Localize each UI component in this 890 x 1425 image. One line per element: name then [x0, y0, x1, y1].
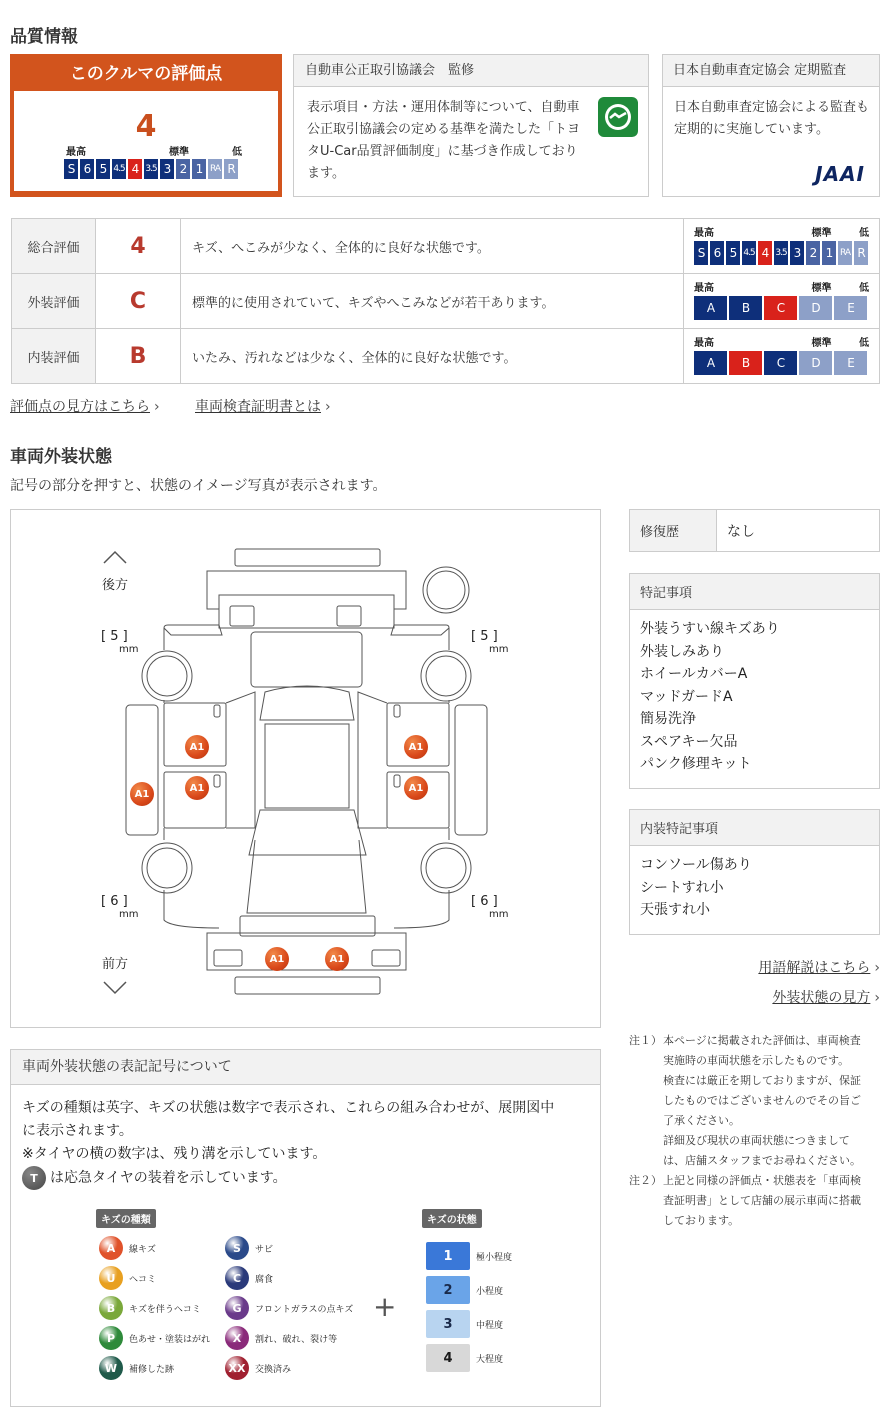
evaluation-desc: いたみ、汚れなどは少なく、全体的に良好な状態です。 [181, 329, 684, 384]
note-item: シートすれ小 [640, 879, 724, 896]
damage-mark[interactable]: A1 [404, 735, 428, 759]
glossary-link[interactable]: 用語解説はこちら [758, 960, 871, 976]
chevron-right-icon: › [325, 399, 331, 415]
footnote-line: は、店舗スタッフまでお尋ねください。 [663, 1154, 861, 1167]
certificate-link[interactable]: 車両検査証明書とは [195, 399, 321, 415]
interior-notes-title: 内装特記事項 [630, 810, 879, 846]
car-diagram [10, 509, 601, 1028]
damage-type-icon: G [225, 1296, 249, 1320]
legend-type-item [225, 1236, 273, 1260]
scale-cell: A [694, 351, 727, 375]
damage-type-name: 補修した跡 [129, 1364, 175, 1375]
footnotes [629, 1031, 881, 1231]
damage-type-name: 交換済み [255, 1364, 292, 1375]
plus-icon: + [373, 1290, 397, 1323]
tread-unit: mm [489, 644, 509, 655]
note-item: 外装うすい線キズあり [640, 621, 780, 637]
section-title-exterior: 車両外装状態 [10, 447, 112, 467]
rear-arrow-icon [104, 552, 126, 563]
jaai-box [662, 54, 880, 197]
legend-line4: は応急タイヤの装着を示しています。 [50, 1169, 287, 1186]
footnote-line: 検査には厳正を期しておりますが、保証 [663, 1074, 861, 1087]
repair-history [629, 509, 880, 552]
tread-front-left: [ 6 ] [101, 894, 128, 909]
scale-cell: 4 [128, 159, 142, 179]
damage-type-icon: S [225, 1236, 249, 1260]
damage-type-name: 色あせ・塗装はがれ [129, 1334, 211, 1345]
legend-state-item [426, 1310, 503, 1338]
special-notes-title: 特記事項 [630, 574, 879, 610]
scale-strip [694, 351, 869, 375]
scale-cell: 4.5 [742, 241, 756, 265]
damage-state-name: 中程度 [476, 1320, 504, 1331]
evaluation-scale [684, 219, 880, 274]
scale-cell: S [64, 159, 78, 179]
legend-line3: ※タイヤの横の数字は、残り溝を示しています。 [22, 1146, 327, 1162]
scale-cell: 5 [96, 159, 110, 179]
jaaa-title: 自動車公正取引協議会 監修 [294, 55, 648, 87]
legend-line4-wrap [22, 1166, 554, 1190]
damage-type-icon: X [225, 1326, 249, 1350]
jaai-logo: JAAI [815, 162, 865, 186]
how-to-read-link-wrap [10, 396, 160, 416]
note-item: 天張すれ小 [640, 902, 710, 918]
tread-unit: mm [119, 644, 139, 655]
scale-label-low: 低 [859, 337, 869, 349]
scale-label-low: 低 [859, 282, 869, 294]
score-scale-strip [64, 159, 242, 179]
jaai-text: 日本自動車査定協会による監査も定期的に実施しています。 [674, 100, 870, 137]
chevron-right-icon: › [874, 960, 880, 976]
legend-type-item [99, 1296, 201, 1320]
damage-mark[interactable]: A1 [325, 947, 349, 971]
special-notes-list [630, 610, 879, 782]
jaaa-box [293, 54, 649, 197]
scale-cell: C [764, 351, 797, 375]
damage-state-name: 極小程度 [476, 1252, 513, 1263]
chevron-right-icon: › [154, 399, 160, 415]
scale-cell: 1 [192, 159, 206, 179]
legend-type-item [99, 1266, 156, 1290]
damage-mark[interactable]: A1 [265, 947, 289, 971]
car-outline [11, 510, 602, 1029]
scale-cell: 3.5 [774, 241, 788, 265]
score-value: 4 [135, 109, 157, 144]
footnote-line: しております。 [663, 1214, 740, 1227]
damage-type-name: 割れ、破れ、裂け等 [255, 1334, 338, 1345]
footnote-line: 注２） 上記と同様の評価点・状態表を「車両検 [629, 1174, 861, 1187]
footnote-line: 了承ください。 [663, 1114, 740, 1127]
temp-tire-icon: T [22, 1166, 46, 1190]
exterior-howto-link[interactable]: 外装状態の見方 [772, 990, 871, 1006]
note-item: マッドガードA [640, 688, 733, 705]
scale-cell: C [764, 296, 797, 320]
note-item: パンク修理キット [640, 756, 752, 772]
legend-state-tag: キズの状態 [422, 1209, 482, 1228]
scale-cell: E [834, 351, 867, 375]
scale-cell: 3 [790, 241, 804, 265]
jaai-title: 日本自動車査定協会 定期監査 [663, 55, 879, 87]
scale-cell: 6 [710, 241, 724, 265]
how-to-read-link[interactable]: 評価点の見方はこちら [10, 399, 150, 415]
scale-cell: B [729, 296, 762, 320]
footnote-line: 実施時の車両状態を示したものです。 [663, 1054, 850, 1067]
scale-label-std: 標準 [811, 337, 832, 349]
scale-cell: 6 [80, 159, 94, 179]
evaluation-desc: キズ、へこみが少なく、全体的に良好な状態です。 [181, 219, 684, 274]
special-notes-panel [629, 573, 880, 789]
scale-cell: RA [838, 241, 852, 265]
certificate-link-wrap [195, 396, 331, 416]
note-item: 外装しみあり [640, 643, 724, 660]
score-card-header: このクルマの評価点 [69, 64, 223, 84]
tread-unit: mm [119, 909, 139, 920]
repair-history-value: なし [727, 523, 755, 540]
score-scale [64, 147, 242, 179]
evaluation-row [12, 274, 880, 329]
damage-state-level: 1 [426, 1242, 470, 1270]
evaluation-label: 総合評価 [12, 219, 96, 274]
scale-cell: 4 [758, 241, 772, 265]
legend-state-item [426, 1344, 503, 1372]
footnote-line: 査証明書」として店舗の展示車両に搭載 [663, 1194, 861, 1207]
scale-label-low: 低 [232, 147, 242, 158]
handshake-logo-icon [598, 97, 638, 137]
damage-state-level: 3 [426, 1310, 470, 1338]
section-title-quality: 品質情報 [10, 27, 78, 47]
scale-cell: 2 [806, 241, 820, 265]
scale-label-low: 低 [859, 227, 869, 239]
tread-unit: mm [489, 909, 509, 920]
scale-cell: R [224, 159, 238, 179]
damage-state-name: 大程度 [476, 1354, 504, 1365]
footnote-line: 詳細及び現状の車両状態につきまして [663, 1134, 850, 1147]
interior-notes-panel [629, 809, 880, 935]
evaluation-row [12, 219, 880, 274]
scale-cell: 4.5 [112, 159, 126, 179]
evaluation-scale [684, 329, 880, 384]
damage-type-icon: B [99, 1296, 123, 1320]
scale-strip [694, 241, 869, 265]
damage-mark[interactable]: A1 [185, 735, 209, 759]
damage-type-name: サビ [255, 1244, 274, 1255]
scale-label-std: 標準 [811, 227, 832, 239]
legend-types-tag: キズの種類 [96, 1209, 156, 1228]
legend-state-item [426, 1242, 512, 1270]
scale-cell: E [834, 296, 867, 320]
evaluation-grade: B [96, 329, 181, 384]
scale-label-high: 最高 [694, 337, 714, 349]
note-item: スペアキー欠品 [640, 733, 738, 750]
legend-title: 車両外装状態の表記記号について [11, 1050, 600, 1085]
scale-cell: D [799, 296, 832, 320]
damage-mark[interactable]: A1 [404, 776, 428, 800]
damage-type-icon: U [99, 1266, 123, 1290]
damage-type-name: ヘコミ [129, 1274, 157, 1285]
scale-cell: D [799, 351, 832, 375]
legend-type-item [225, 1356, 291, 1380]
damage-type-name: フロントガラスの点キズ [255, 1304, 354, 1315]
scale-label-std: 標準 [169, 147, 189, 158]
damage-type-name: キズを伴うヘコミ [129, 1304, 201, 1315]
legend-type-item [225, 1326, 337, 1350]
evaluation-grade: 4 [96, 219, 181, 274]
evaluation-scale [684, 274, 880, 329]
footnote-line: したものではございませんのでその旨ご [663, 1094, 861, 1107]
exterior-howto-link-wrap [772, 987, 880, 1007]
interior-notes-list [630, 846, 879, 928]
damage-type-name: 腐食 [255, 1274, 274, 1285]
note-item: 簡易洗浄 [640, 711, 696, 727]
evaluation-desc: 標準的に使用されていて、キズやへこみなどが若干あります。 [181, 274, 684, 329]
scale-cell: B [729, 351, 762, 375]
scale-cell: R [854, 241, 868, 265]
legend-state-item [426, 1276, 503, 1304]
legend-type-item [225, 1296, 353, 1320]
scale-cell: 3 [160, 159, 174, 179]
scale-label-high: 最高 [694, 282, 714, 294]
damage-mark[interactable]: A1 [130, 782, 154, 806]
tread-rear-left: [ 5 ] [101, 629, 128, 644]
glossary-link-wrap [758, 957, 880, 977]
repair-history-label: 修復歴 [630, 510, 717, 551]
damage-type-icon: C [225, 1266, 249, 1290]
damage-type-icon: XX [225, 1356, 249, 1380]
tread-rear-right: [ 5 ] [471, 629, 498, 644]
footnote-line: 注１） 本ページに掲載された評価は、車両検査 [629, 1034, 861, 1047]
exterior-subtitle: 記号の部分を押すと、状態のイメージ写真が表示されます。 [10, 478, 387, 494]
evaluation-label: 外装評価 [12, 274, 96, 329]
score-card [10, 54, 282, 197]
scale-cell: A [694, 296, 727, 320]
scale-label-std: 標準 [811, 282, 832, 294]
front-label: 前方 [102, 957, 129, 972]
damage-type-icon: W [99, 1356, 123, 1380]
damage-type-name: 線キズ [129, 1244, 156, 1255]
evaluation-label: 内装評価 [12, 329, 96, 384]
scale-cell: 1 [822, 241, 836, 265]
scale-cell: 5 [726, 241, 740, 265]
front-arrow-icon [104, 982, 126, 993]
tread-front-right: [ 6 ] [471, 894, 498, 909]
legend-type-item [99, 1326, 210, 1350]
evaluation-grade: C [96, 274, 181, 329]
legend-type-item [99, 1236, 156, 1260]
scale-label-high: 最高 [694, 227, 714, 239]
legend-type-item [99, 1356, 174, 1380]
scale-cell: RA [208, 159, 222, 179]
chevron-right-icon: › [874, 990, 880, 1006]
scale-cell: S [694, 241, 708, 265]
note-item: ホイールカバーA [640, 666, 748, 682]
rear-label: 後方 [102, 578, 129, 593]
scale-cell: 2 [176, 159, 190, 179]
legend-box [10, 1049, 601, 1407]
legend-line1: キズの種類は英字、キズの状態は数字で表示され、これらの組み合わせが、展開図中 [22, 1100, 555, 1116]
damage-state-level: 2 [426, 1276, 470, 1304]
jaaa-text: 表示項目・方法・運用体制等について、自動車公正取引協議会の定める基準を満たした「トヨタU-Car品質評価制度」に基づき作成しております。 [307, 100, 581, 181]
damage-mark[interactable]: A1 [185, 776, 209, 800]
damage-state-name: 小程度 [476, 1286, 504, 1297]
note-item: コンソール傷あり [640, 857, 752, 873]
damage-state-level: 4 [426, 1344, 470, 1372]
evaluation-table [11, 218, 880, 384]
evaluation-row [12, 329, 880, 384]
legend-line2: に表示されます。 [22, 1123, 133, 1139]
scale-label-high: 最高 [66, 147, 86, 158]
damage-type-icon: A [99, 1236, 123, 1260]
scale-cell: 3.5 [144, 159, 158, 179]
damage-type-icon: P [99, 1326, 123, 1350]
scale-strip [694, 296, 869, 320]
legend-type-item [225, 1266, 273, 1290]
